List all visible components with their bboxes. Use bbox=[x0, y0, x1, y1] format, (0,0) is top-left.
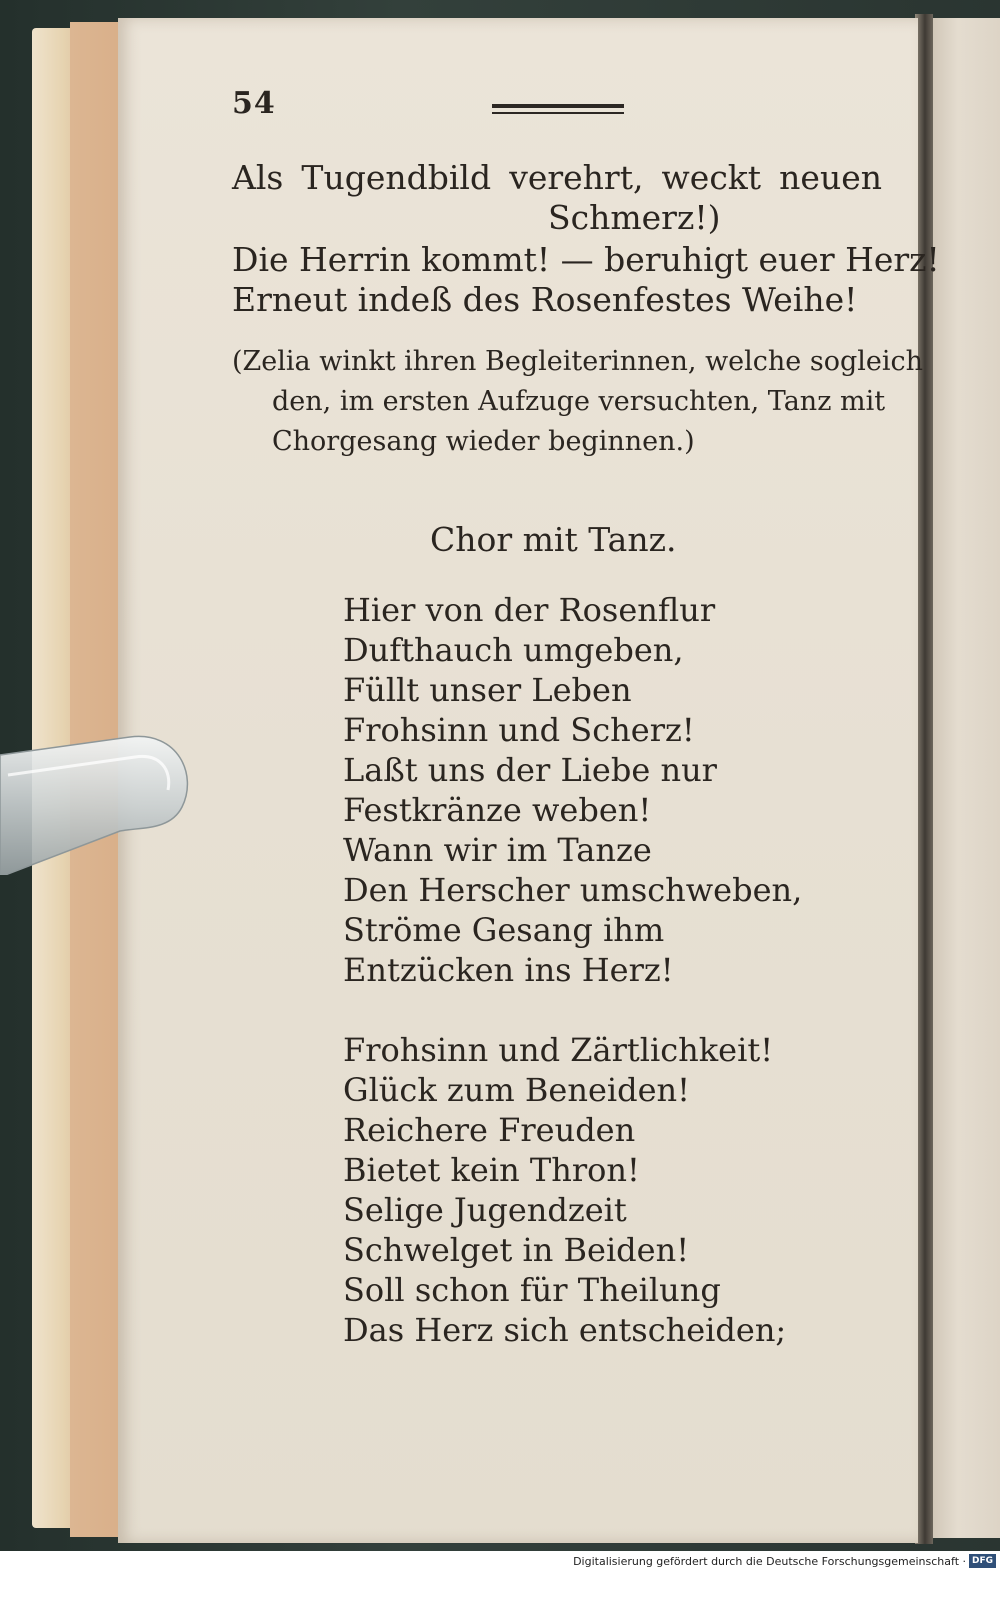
footer-bar bbox=[0, 1551, 1000, 1598]
footer-credit: Digitalisierung gefördert durch die Deutsche Forschungsgemeinschaft · bbox=[573, 1555, 966, 1568]
header-rule-thick bbox=[492, 104, 624, 108]
page-number: 54 bbox=[232, 86, 276, 121]
verse-line: Frohsinn und Zärtlichkeit! bbox=[343, 1031, 774, 1069]
stage-direction-line: (Zelia winkt ihren Begleiterinnen, welche sogleich bbox=[232, 346, 924, 377]
verse-line: Selige Jugendzeit bbox=[343, 1191, 627, 1229]
verse-line: Dufthauch umgeben, bbox=[343, 631, 684, 669]
verse-line: Entzücken ins Herz! bbox=[343, 951, 674, 989]
verse-line: Den Herscher umschweben, bbox=[343, 871, 803, 909]
verse-line: Ströme Gesang ihm bbox=[343, 911, 665, 949]
verse-line: Das Herz sich entscheiden; bbox=[343, 1311, 787, 1349]
chorus-title: Chor mit Tanz. bbox=[430, 520, 677, 559]
verse-line: Schwelget in Beiden! bbox=[343, 1231, 690, 1269]
dialogue-line: Als Tugendbild verehrt, weckt neuen bbox=[232, 158, 882, 197]
verse-line: Festkränze weben! bbox=[343, 791, 652, 829]
verse-line: Wann wir im Tanze bbox=[343, 831, 652, 869]
verse-line: Soll schon für Theilung bbox=[343, 1271, 721, 1309]
dfg-logo-icon: DFG bbox=[969, 1554, 996, 1568]
facing-page bbox=[930, 18, 1000, 1538]
verse-line: Füllt unser Leben bbox=[343, 671, 632, 709]
stage-direction-line: Chorgesang wieder beginnen.) bbox=[272, 426, 695, 457]
dialogue-line: Schmerz!) bbox=[548, 198, 721, 237]
header-rule-thin bbox=[492, 112, 624, 114]
stage-direction-line: den, im ersten Aufzuge versuchten, Tanz mit bbox=[272, 386, 886, 417]
verse-line: Bietet kein Thron! bbox=[343, 1151, 640, 1189]
verse-line: Frohsinn und Scherz! bbox=[343, 711, 695, 749]
verse-line: Hier von der Rosenflur bbox=[343, 591, 716, 629]
verse-line: Reichere Freuden bbox=[343, 1111, 636, 1149]
dialogue-line: Erneut indeß des Rosenfestes Weihe! bbox=[232, 280, 858, 319]
verse-line: Laßt uns der Liebe nur bbox=[343, 751, 717, 789]
stanza-1 bbox=[343, 590, 802, 990]
verse-line: Glück zum Beneiden! bbox=[343, 1071, 690, 1109]
stanza-2 bbox=[343, 1030, 786, 1350]
header-rule bbox=[492, 104, 624, 118]
dialogue-line: Die Herrin kommt! — beruhigt euer Herz! bbox=[232, 240, 940, 279]
